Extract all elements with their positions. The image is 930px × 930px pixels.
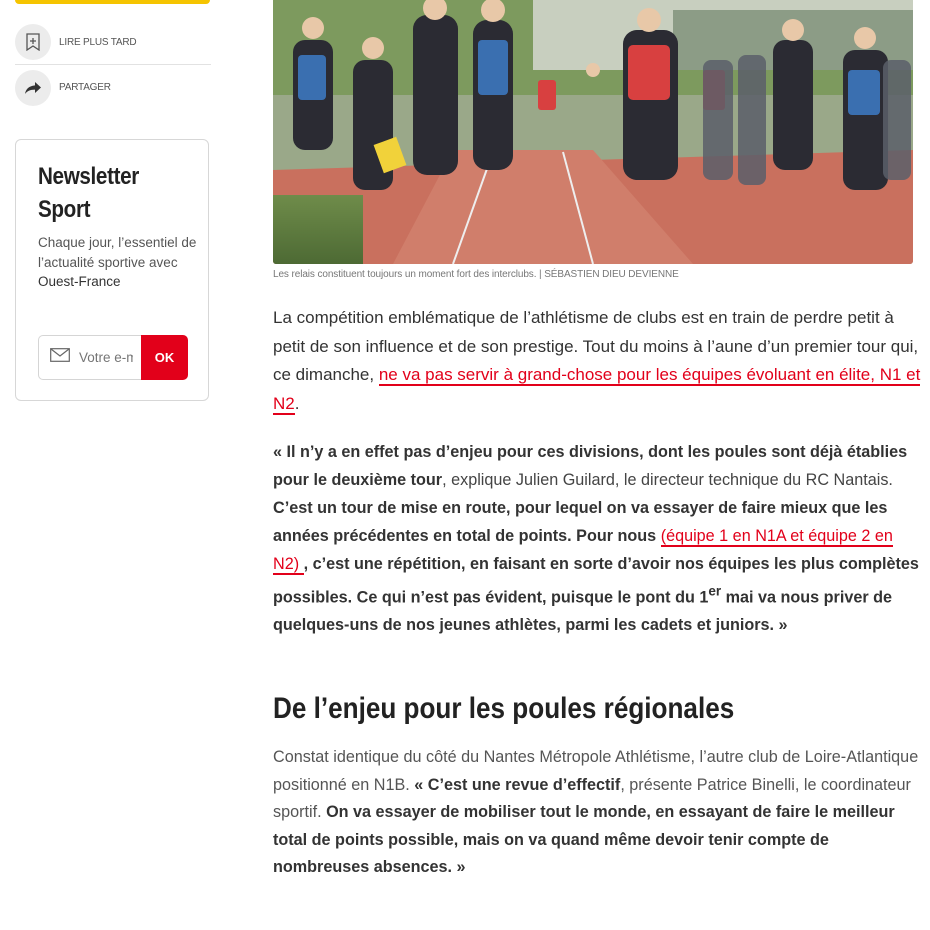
photo-caption: Les relais constituent toujours un moment fort des interclubs. | SÉBASTIEN DIEU DEVIENNE [273, 269, 679, 280]
quote-teams-link[interactable]: (équipe 1 en N1A et équipe 2 en N2) [273, 527, 893, 573]
nma-bold-2: On va essayer de mobiliser tout le monde, en essayant de faire le meilleur total de points possible, mais on va quand même devoir tenir compte de nombreuses absences. » [273, 803, 895, 877]
newsletter-submit-button[interactable]: OK [141, 335, 188, 380]
intro-text: La compétition emblématique de l’athlétisme de clubs est en train de perdre petit à petit de son influence et de son prestige. Tout du moins à l’aune d’un premier tour qui, ce dimanche, [273, 308, 919, 384]
share-button[interactable] [15, 64, 211, 110]
article-actions [15, 22, 211, 110]
subscribe-button-edge[interactable] [15, 0, 210, 4]
share-arrow-icon [15, 70, 51, 106]
article-photo [273, 0, 913, 264]
intro-end: . [294, 393, 300, 413]
quote-normal-1: , explique Julien Guilard, le directeur technique du RC Nantais. [442, 471, 893, 489]
nma-normal-1: Constat identique du côté du Nantes Métropole Athlétisme, l’autre club de Loire-Atlantique positionné en N1B. [273, 748, 919, 794]
newsletter-description [38, 233, 198, 292]
quote-bold-4: mai va nous priver de quelques-uns de nos jeunes athlètes, parmi les cadets et juniors. » [273, 588, 893, 635]
quote-paragraph [273, 438, 923, 639]
newsletter-box [15, 139, 209, 401]
article-body [273, 304, 923, 882]
nma-normal-2: , présente Patrice Binelli, le coordinateur sportif. [273, 775, 911, 822]
intro-paragraph [273, 304, 923, 418]
quote-sup: er [708, 584, 722, 599]
nma-bold-1: « C’est une revue d’effectif [414, 775, 621, 794]
read-later-label: LIRE PLUS TARD [59, 36, 137, 48]
newsletter-desc-text: Chaque jour, l’essentiel de l’actualité sportive avec [38, 235, 197, 270]
newsletter-title: Newsletter Sport [38, 163, 139, 223]
nma-paragraph [273, 744, 923, 882]
quote-bold-3: , c’est une répétition, en faisant en sorte d’avoir nos équipes les plus complètes possibles. Ce qui n’est pas évident, puisque le pont du 1 [273, 555, 919, 607]
section-subtitle: De l’enjeu pour les poules régionales [273, 692, 735, 726]
quote-bold-1: « Il n’y a en effet pas d’enjeu pour ces divisions, dont les poules sont déjà établies pour le deuxième tour [273, 443, 908, 489]
relay-race-photo [273, 0, 913, 264]
share-label: PARTAGER [59, 82, 111, 93]
newsletter-brand: Ouest-France [38, 274, 121, 289]
email-field-wrapper[interactable] [38, 335, 141, 380]
envelope-icon [50, 348, 70, 367]
read-later-button[interactable] [15, 22, 211, 62]
bookmark-plus-icon [15, 24, 51, 60]
quote-bold-2: C’est un tour de mise en route, pour lequel on va essayer de faire mieux que les années précédentes en total de points. Pour nous [273, 499, 888, 545]
email-field[interactable] [79, 350, 133, 365]
newsletter-form [38, 335, 188, 380]
intro-link[interactable]: ne va pas servir à grand-chose pour les équipes évoluant en élite, N1 et N2 [273, 365, 921, 413]
